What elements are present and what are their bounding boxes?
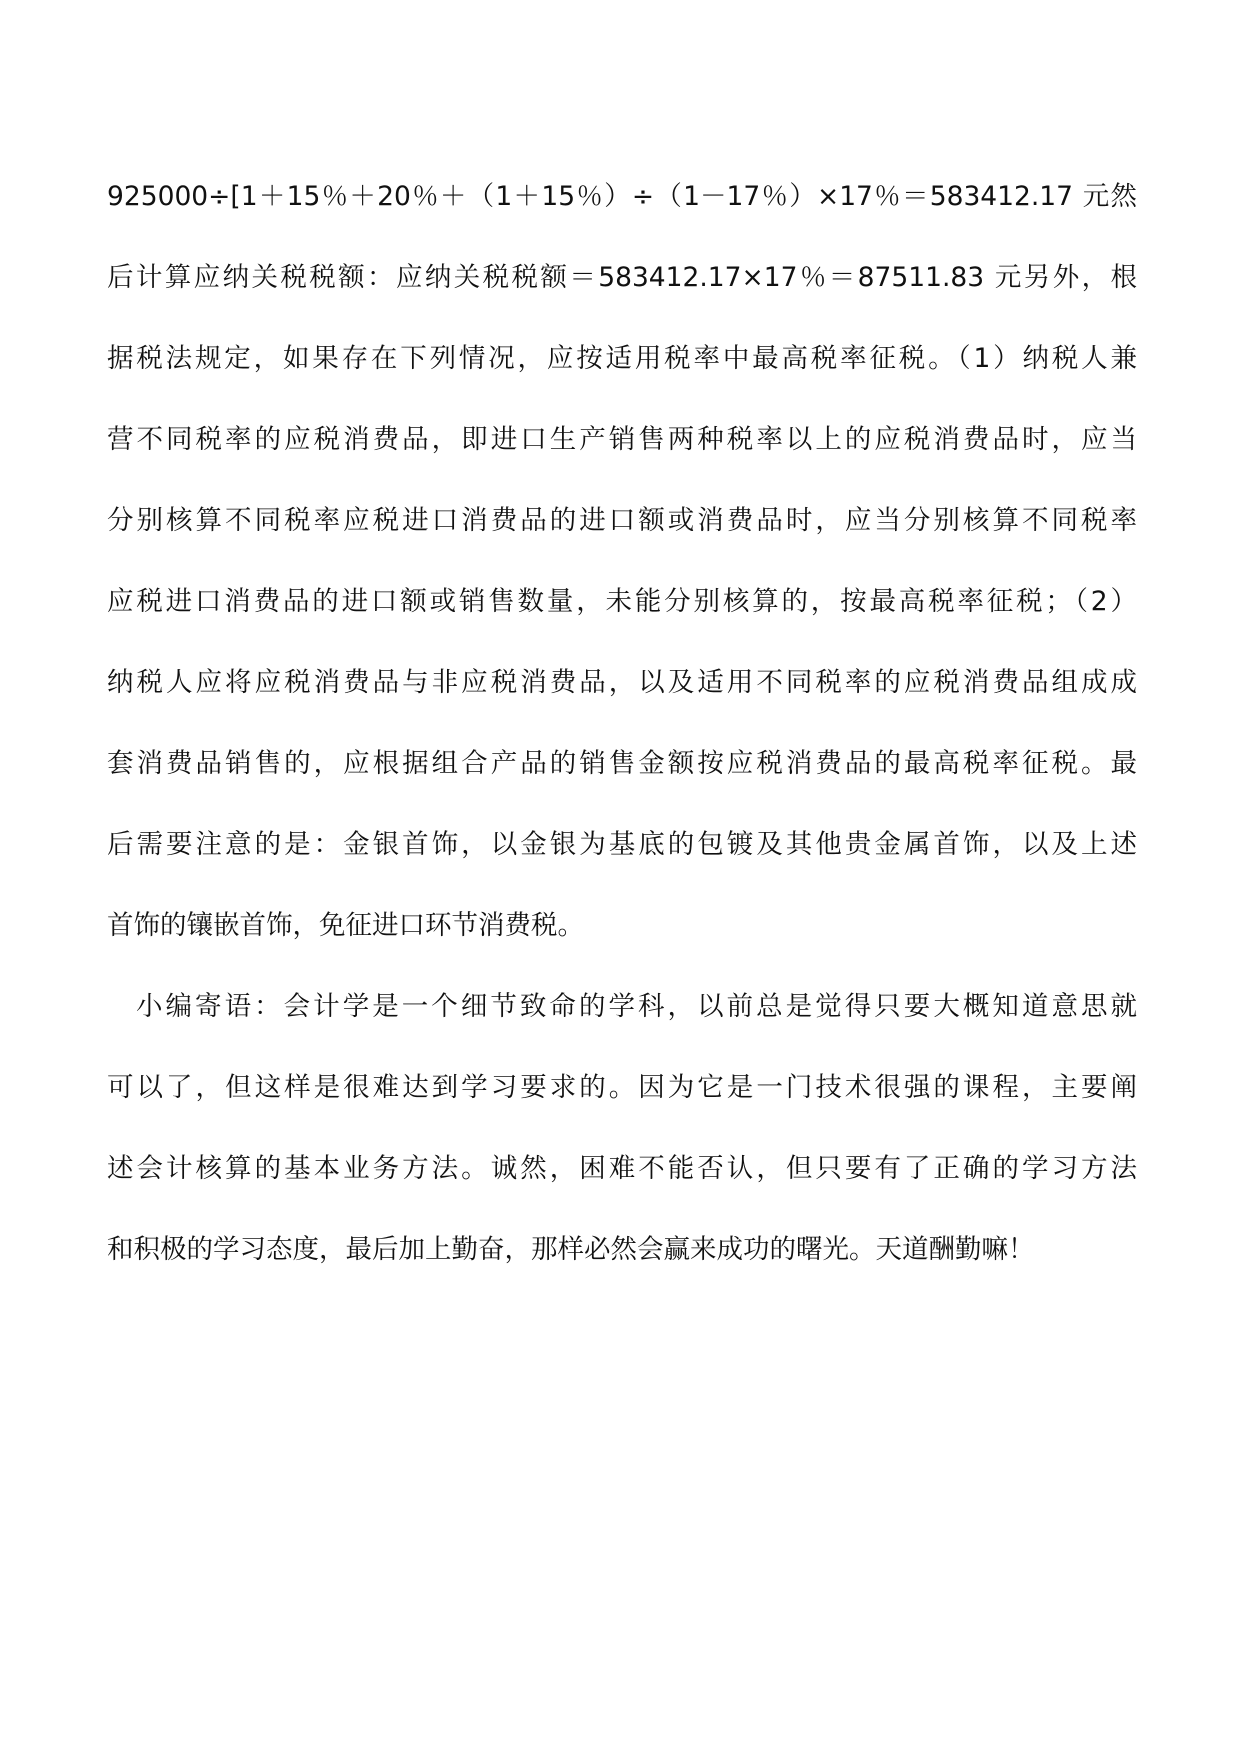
text-line: 纳税人应将应税消费品与非应税消费品，以及适用不同税率的应税消费品组成成 bbox=[107, 667, 1137, 698]
text-line: 后需要注意的是：金银首饰，以金银为基底的包镀及其他贵金属首饰，以及上述 bbox=[107, 829, 1137, 860]
text-line: 可以了，但这样是很难达到学习要求的。因为它是一门技术很强的课程，主要阐 bbox=[107, 1072, 1137, 1103]
text-line: 小编寄语：会计学是一个细节致命的学科，以前总是觉得只要大概知道意思就 bbox=[136, 991, 1137, 1022]
text-line: 营不同税率的应税消费品，即进口生产销售两种税率以上的应税消费品时，应当 bbox=[107, 424, 1137, 455]
text-line: 925000÷[1＋15％＋20％＋（1＋15％）÷（1－17％）×17％＝583412.17 元然 bbox=[107, 181, 1137, 212]
paragraph-tax-calculation bbox=[107, 156, 1137, 966]
text-line: 述会计核算的基本业务方法。诚然，困难不能否认，但只要有了正确的学习方法 bbox=[107, 1153, 1137, 1184]
text-line: 应税进口消费品的进口额或销售数量，未能分别核算的，按最高税率征税；（2） bbox=[107, 586, 1137, 617]
text-line: 后计算应纳关税税额：应纳关税税额＝583412.17×17％＝87511.83 元另外，根 bbox=[107, 262, 1137, 293]
paragraph-editor-note bbox=[107, 966, 1137, 1290]
text-line: 据税法规定，如果存在下列情况，应按适用税率中最高税率征税。（1）纳税人兼 bbox=[107, 343, 1137, 374]
text-line: 套消费品销售的，应根据组合产品的销售金额按应税消费品的最高税率征税。最 bbox=[107, 748, 1137, 779]
text-line: 和积极的学习态度，最后加上勤奋，那样必然会赢来成功的曙光。天道酬勤嘛！ bbox=[107, 1234, 1035, 1265]
text-line: 分别核算不同税率应税进口消费品的进口额或消费品时，应当分别核算不同税率 bbox=[107, 505, 1137, 536]
text-line: 首饰的镶嵌首饰，免征进口环节消费税。 bbox=[107, 910, 584, 941]
document-body bbox=[107, 156, 1137, 1290]
